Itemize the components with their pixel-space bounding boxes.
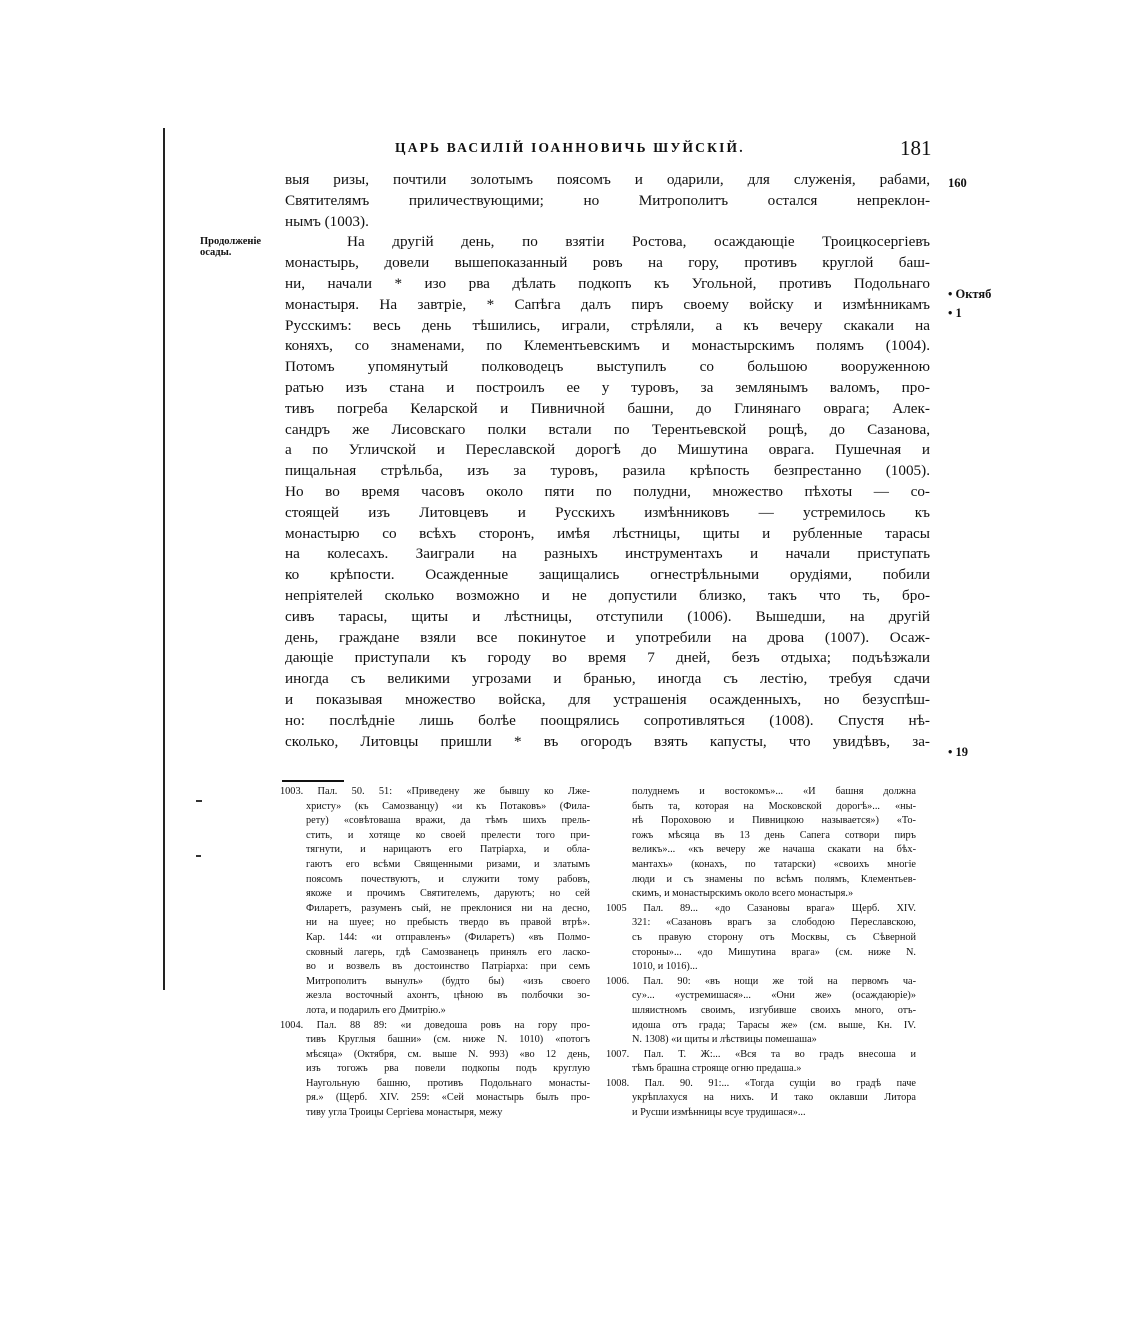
binding-line [163,128,165,990]
footnote-line: нѣ Пороховою и Пивницкою называется») «То- [632,815,916,827]
footnote-line: стить, и хотяще ко своей прелести того при- [306,829,590,841]
footnote-line: скимъ, и монастырскимъ около всего монастыря.» [632,888,854,900]
text-line: ни, начали * изо рва дѣлать подкопъ къ Угольной, противъ Подольнаго [285,274,930,292]
footnote-line: 1008. Пал. 90. 91:... «Тогда сущіи во градѣ паче [606,1077,916,1089]
running-head: ЦАРЬ ВАСИЛІЙ ІОАННОВИЧЬ ШУЙСКІЙ. [395,140,745,155]
margin-date-note: • 1 [948,306,962,320]
text-line: а по Угличской и Переславской дорогѣ до Мишутина оврага. Пушечная и [285,441,930,459]
text-line: нымъ (1003). [285,212,369,230]
footnote-line: изъ тогожъ рва повели подкопы подъ круглую [306,1063,590,1075]
text-line: стоящей изъ Литовцевъ и Русскихъ измѣнниковъ — устремилось къ [285,503,930,521]
footnote-line: во и возвелъ въ достоинство Патріарха: при семъ [306,961,590,973]
footnote-line: 1003. Пал. 50. 51: «Приведену же бывшу ко Лже- [280,786,590,797]
footnote-line: быть та, которая на Московской дорогѣ»... «ны- [632,800,916,812]
footnote-line: полуднемъ и востокомъ»... «И башня должна [632,786,916,797]
footnote-line: и Русши измѣнницы всуе трудишася»... [632,1107,806,1119]
footnote-line: N. 1308) «и щиты и лѣствицы помешаша» [632,1034,817,1046]
footnote-line: христу» (къ Самозванцу) «и къ Потаковъ» (Фила- [306,800,590,812]
footnote-line: су»... «устремишася»... «Они же» (осаждаюріе)» [632,990,916,1002]
footnote-line: тивъ Круглыя башни» (см. ниже N. 1010) «потогъ [306,1034,590,1046]
footnote-line: Филаретъ, разуменъ сый, не преклонися ни на десно, [306,902,590,914]
text-line: коняхъ, со знаменами, по Клементьевскимъ и монастырскимъ полямъ (1004). [285,337,930,355]
text-line: Святителямъ приличествующими; но Митрополитъ остался непреклон- [285,191,930,209]
text-line: иногда съ великими угрозами и бранью, иногда съ лестію, требуя сдачи [285,670,930,688]
margin-dash-mark [196,800,202,802]
footnote-line: ря.» (Щерб. XIV. 259: «Сей монастырь былъ про- [306,1092,590,1104]
text-line: на колесахъ. Заиграли на разныхъ инструментахъ и начали приступать [285,545,930,563]
text-line: Потомъ упомянутый полководецъ выступилъ со большою вооруженною [285,358,930,376]
footnote-line: укрѣплахуся на нихъ. И тако оклавши Литора [632,1092,916,1104]
text-line: монастыря. На завтріе, * Сапѣга далъ пиръ своему войску и измѣнникамъ [285,295,930,313]
footnote-line: стороны»... «до Мишутина врага» (см. ниже N. [632,946,916,958]
side-note-line: осады. [200,247,232,258]
footnote-line: Кар. 144: «и отправленъ» (Филаретъ) «въ Полмо- [306,931,590,943]
text-line: ратью изъ стана и построилъ ее у туровъ, за землянымъ валомъ, про- [285,378,930,396]
text-line: непріятелей сколько возможно и не допустили близко, такъ что ть, бро- [285,586,930,604]
footnote-line: Наугольную башню, противъ Подольнаго монасты- [306,1077,590,1089]
margin-dash-mark [196,855,201,857]
footnote-line: люди и съ знамены по всѣмъ полямъ, Клементьев- [632,873,916,885]
footnote-line: 1005 Пал. 89... «до Сазановы врага» Щерб. XIV. [606,902,916,914]
text-line: выя ризы, почтили золотымъ поясомъ и одарили, для служенія, рабами, [285,171,930,188]
footnote-line: 321: «Сазановъ врагъ за слободою Переславскою, [632,917,916,929]
footnote-rule [282,780,344,782]
footnote-line: идоша отъ града; Тарасы же» (см. выше, Кн. IV. [632,1019,916,1031]
text-line: Русскимъ: весь день тѣшились, играли, стрѣляли, а къ вечеру скакали на [285,316,930,334]
footnote-line: съ правую сторону отъ Москвы, съ Сѣверной [632,931,916,943]
footnote-line: Митрополитъ вынулъ» (будто бы) «изъ своего [306,975,590,987]
margin-date-note: • 19 [948,745,969,759]
text-line: дающіе приступали къ городу во время 7 дней, безъ отдыха; подъѣзжали [285,649,930,667]
text-line: Но во время часовъ около пяти по полудни, множество пѣхоты — со- [285,482,930,500]
text-line: монастырю со всѣхъ сторонъ, имѣя лѣстницы, щиты и рубленные тарасы [285,524,930,542]
footnotes-left-column [280,785,590,1121]
footnote-line: тягнути, и нарицаютъ его Патріарха, и обла- [306,844,590,856]
footnote-line: жезла восточный ахонтъ, цѣною въ полбочки зо- [306,990,590,1002]
footnote-line: гожъ мѣсяца въ 13 день Сапега сотвори пиръ [632,829,916,841]
text-line: ко крѣпости. Осажденные защищались огнестрѣльными орудіями, побили [285,566,930,584]
margin-year-note: 160 [948,176,967,190]
footnote-line: 1004. Пал. 88 89: «и доведоша ровъ на гору про- [280,1019,590,1031]
footnote-line: рету) «совѣтоваша вражи, да тѣмъ шихъ прель- [306,815,590,827]
text-line: сандръ же Лисовскаго полки встали по Терентьевской рощѣ, до Сазанова, [285,420,930,438]
footnote-line: тиву угла Троицы Сергіева монастыря, межу [306,1107,503,1119]
footnote-line: 1006. Пал. 90: «въ нощи же той на первомъ ча- [606,975,916,987]
main-text [285,170,930,752]
page-number: 181 [900,136,932,160]
footnote-line: мѣсяца» (Октября, см. выше N. 993) «во 12 день, [306,1048,590,1060]
footnote-line: гаютъ его всѣми Священными ризами, и златымъ [306,858,590,870]
footnote-line: великъ»... «къ вечеру же начаша скакати на бѣх- [632,844,916,856]
text-line: монастырь, довели вышепоказанный ровъ на гору, противъ круглой баш- [285,254,930,272]
footnote-line: 1007. Пал. Т. Ж:... «Вся та во градъ внесоша и [606,1048,916,1060]
footnotes-right-column [606,785,916,1121]
footnote-line: мантахъ» (конахъ, по татарски) «своихъ многіе [632,858,916,870]
margin-month-note: • Октяб [948,287,992,301]
footnote-line: сковный лагерь, гдѣ Самозванецъ принялъ его ласко- [306,946,590,958]
footnote-line: поясомъ почествуютъ, и служити тому рабовъ, [306,873,590,885]
side-note [200,236,261,258]
footnote-line: шляистномъ своимъ, изгубивше своихъ много, отъ- [632,1004,916,1016]
text-line: сколько, Литовцы пришли * въ огородъ взять капусты, что увидѣвъ, за- [285,732,930,750]
text-line: тивъ погреба Келарской и Пивничной башни, до Глинянаго оврага; Алек- [285,399,930,417]
footnote-line: ни на шуее; но пребысть твердо въ правой втрѣ». [306,917,590,929]
footnote-line: лота, и подарилъ его Дмитрію.» [306,1004,446,1016]
side-note-line: Продолженіе [200,236,262,247]
text-line: сивъ тарасы, щиты и лѣстницы, отступили (1006). Вышедши, на другій [285,607,930,625]
text-line: На другій день, по взятіи Ростова, осаждающіе Троицкосергіевъ [347,233,930,251]
text-line: пищальная стрѣльба, изъ за туровъ, разила крѣпость безпрестанно (1005). [285,462,930,480]
footnote-line: тѣмъ брашна строяще огню предаша.» [632,1063,802,1075]
footnote-line: 1010, и 1016)... [632,961,698,973]
text-line: день, граждане взяли все покинутое и употребили на дрова (1007). Осаж- [285,628,930,646]
text-line: и показывая множество войска, для устрашенія осажденныхъ, но безуспѣш- [285,690,930,708]
text-line: но: послѣдніе лишь болѣе поощрялись сопротивляться (1008). Спустя нѣ- [285,711,930,729]
footnote-line: якоже и прочимъ Святителемъ, даруютъ; но сей [306,888,590,900]
